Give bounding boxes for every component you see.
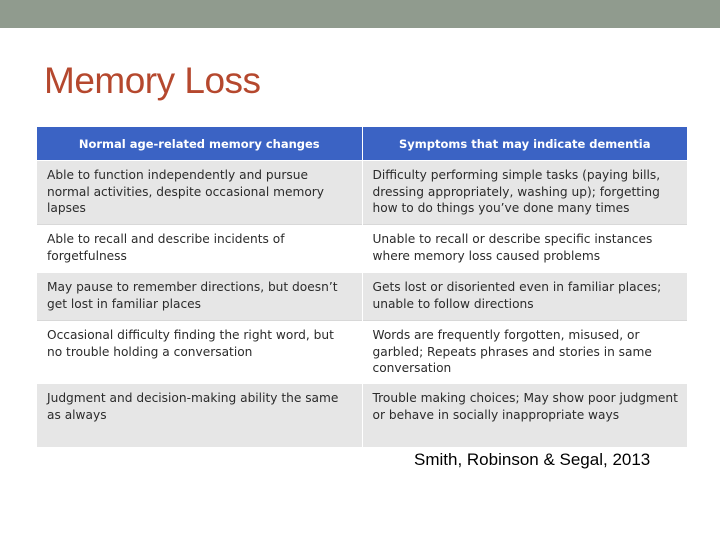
citation: Smith, Robinson & Segal, 2013 [414, 450, 651, 469]
dementia-symptom-cell: Gets lost or disoriented even in familiar places; unable to follow directions [362, 273, 687, 321]
table-row [37, 273, 687, 321]
table-row [37, 384, 687, 448]
normal-change-cell: Able to recall and describe incidents of forgetfulness [37, 225, 362, 273]
dementia-symptom-cell: Trouble making choices; May show poor judgment or behave in socially inappropriate ways [362, 384, 687, 448]
header-dementia-symptoms: Symptoms that may indicate dementia [362, 127, 687, 161]
dementia-symptom-cell: Unable to recall or describe specific instances where memory loss caused problems [362, 225, 687, 273]
top-accent-bar [0, 0, 720, 28]
comparison-table [37, 127, 687, 447]
table-row [37, 321, 687, 384]
slide-title: Memory Loss [44, 60, 261, 101]
normal-change-cell: Occasional difficulty finding the right word, but no trouble holding a conversation [37, 321, 362, 384]
table-header-row [37, 127, 687, 161]
normal-change-cell: Able to function independently and pursue normal activities, despite occasional memory lapses [37, 161, 362, 225]
header-normal-changes: Normal age-related memory changes [37, 127, 362, 161]
normal-change-cell: Judgment and decision-making ability the same as always [37, 384, 362, 448]
table-row [37, 225, 687, 273]
dementia-symptom-cell: Words are frequently forgotten, misused, or garbled; Repeats phrases and stories in same conversation [362, 321, 687, 384]
normal-change-cell: May pause to remember directions, but doesn’t get lost in familiar places [37, 273, 362, 321]
dementia-symptom-cell: Difficulty performing simple tasks (paying bills, dressing appropriately, washing up); forgetting how to do things you’ve done many times [362, 161, 687, 225]
table-row [37, 161, 687, 225]
